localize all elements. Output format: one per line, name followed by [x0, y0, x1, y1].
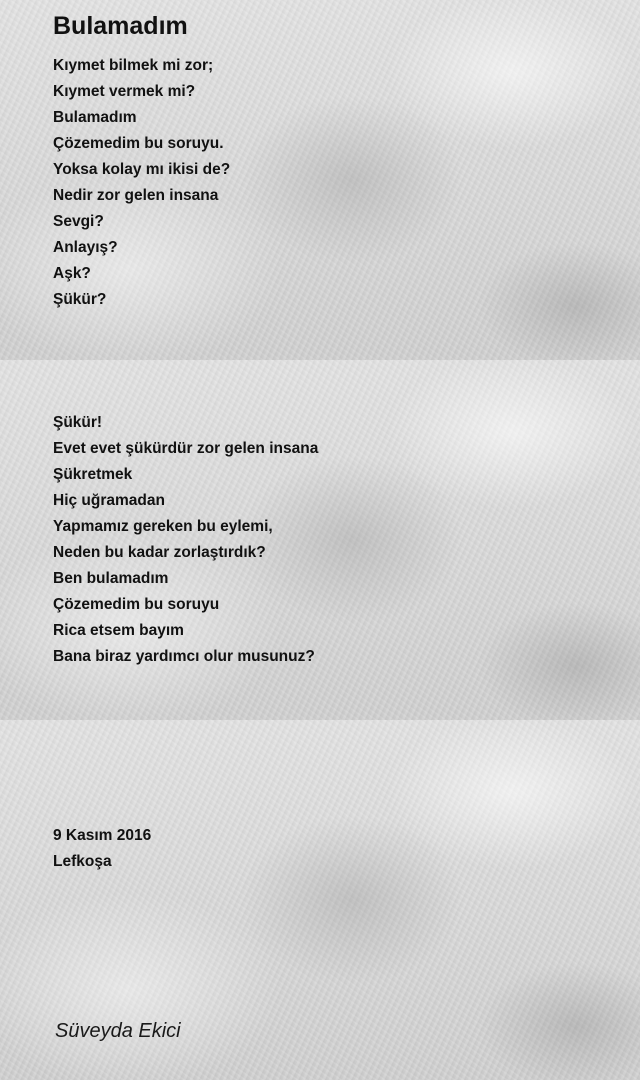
- poem-line: Hiç uğramadan: [53, 492, 165, 509]
- poem-stanza-2: [53, 410, 318, 670]
- poem-date: 9 Kasım 2016: [53, 827, 152, 844]
- poem-place: Lefkoşa: [53, 853, 112, 870]
- poem-line: Yoksa kolay mı ikisi de?: [53, 161, 231, 178]
- poem-line: Anlayış?: [53, 239, 118, 256]
- poem-title: Bulamadım: [53, 12, 188, 40]
- poem-line: Şükür?: [53, 291, 107, 308]
- poem-line: Çözemedim bu soruyu: [53, 596, 220, 613]
- poem-line: Bana biraz yardımcı olur musunuz?: [53, 648, 315, 665]
- poem-line: Nedir zor gelen insana: [53, 187, 219, 204]
- poem-line: Bulamadım: [53, 109, 137, 126]
- poem-line: Aşk?: [53, 265, 91, 282]
- poem-line: Sevgi?: [53, 213, 104, 230]
- poem-line: Çözemedim bu soruyu.: [53, 135, 224, 152]
- poem-line: Şükür!: [53, 414, 103, 431]
- poem-line: Yapmamız gereken bu eylemi,: [53, 518, 273, 535]
- poem-line: Ben bulamadım: [53, 570, 169, 587]
- poem-author: Süveyda Ekici: [55, 1020, 181, 1042]
- poem-line: Rica etsem bayım: [53, 622, 184, 639]
- poem-panel-3: [0, 720, 640, 1080]
- poem-line: Neden bu kadar zorlaştırdık?: [53, 544, 266, 561]
- poem-line: Kıymet bilmek mi zor;: [53, 57, 214, 74]
- poem-panel-2: [0, 360, 640, 720]
- poem-line: Kıymet vermek mi?: [53, 83, 196, 100]
- poem-date-place: [53, 823, 151, 875]
- poem-line: Evet evet şükürdür zor gelen insana: [53, 440, 319, 457]
- poem-panel-1: [0, 0, 640, 360]
- poem-line: Şükretmek: [53, 466, 133, 483]
- poem-stanza-1: [53, 53, 230, 313]
